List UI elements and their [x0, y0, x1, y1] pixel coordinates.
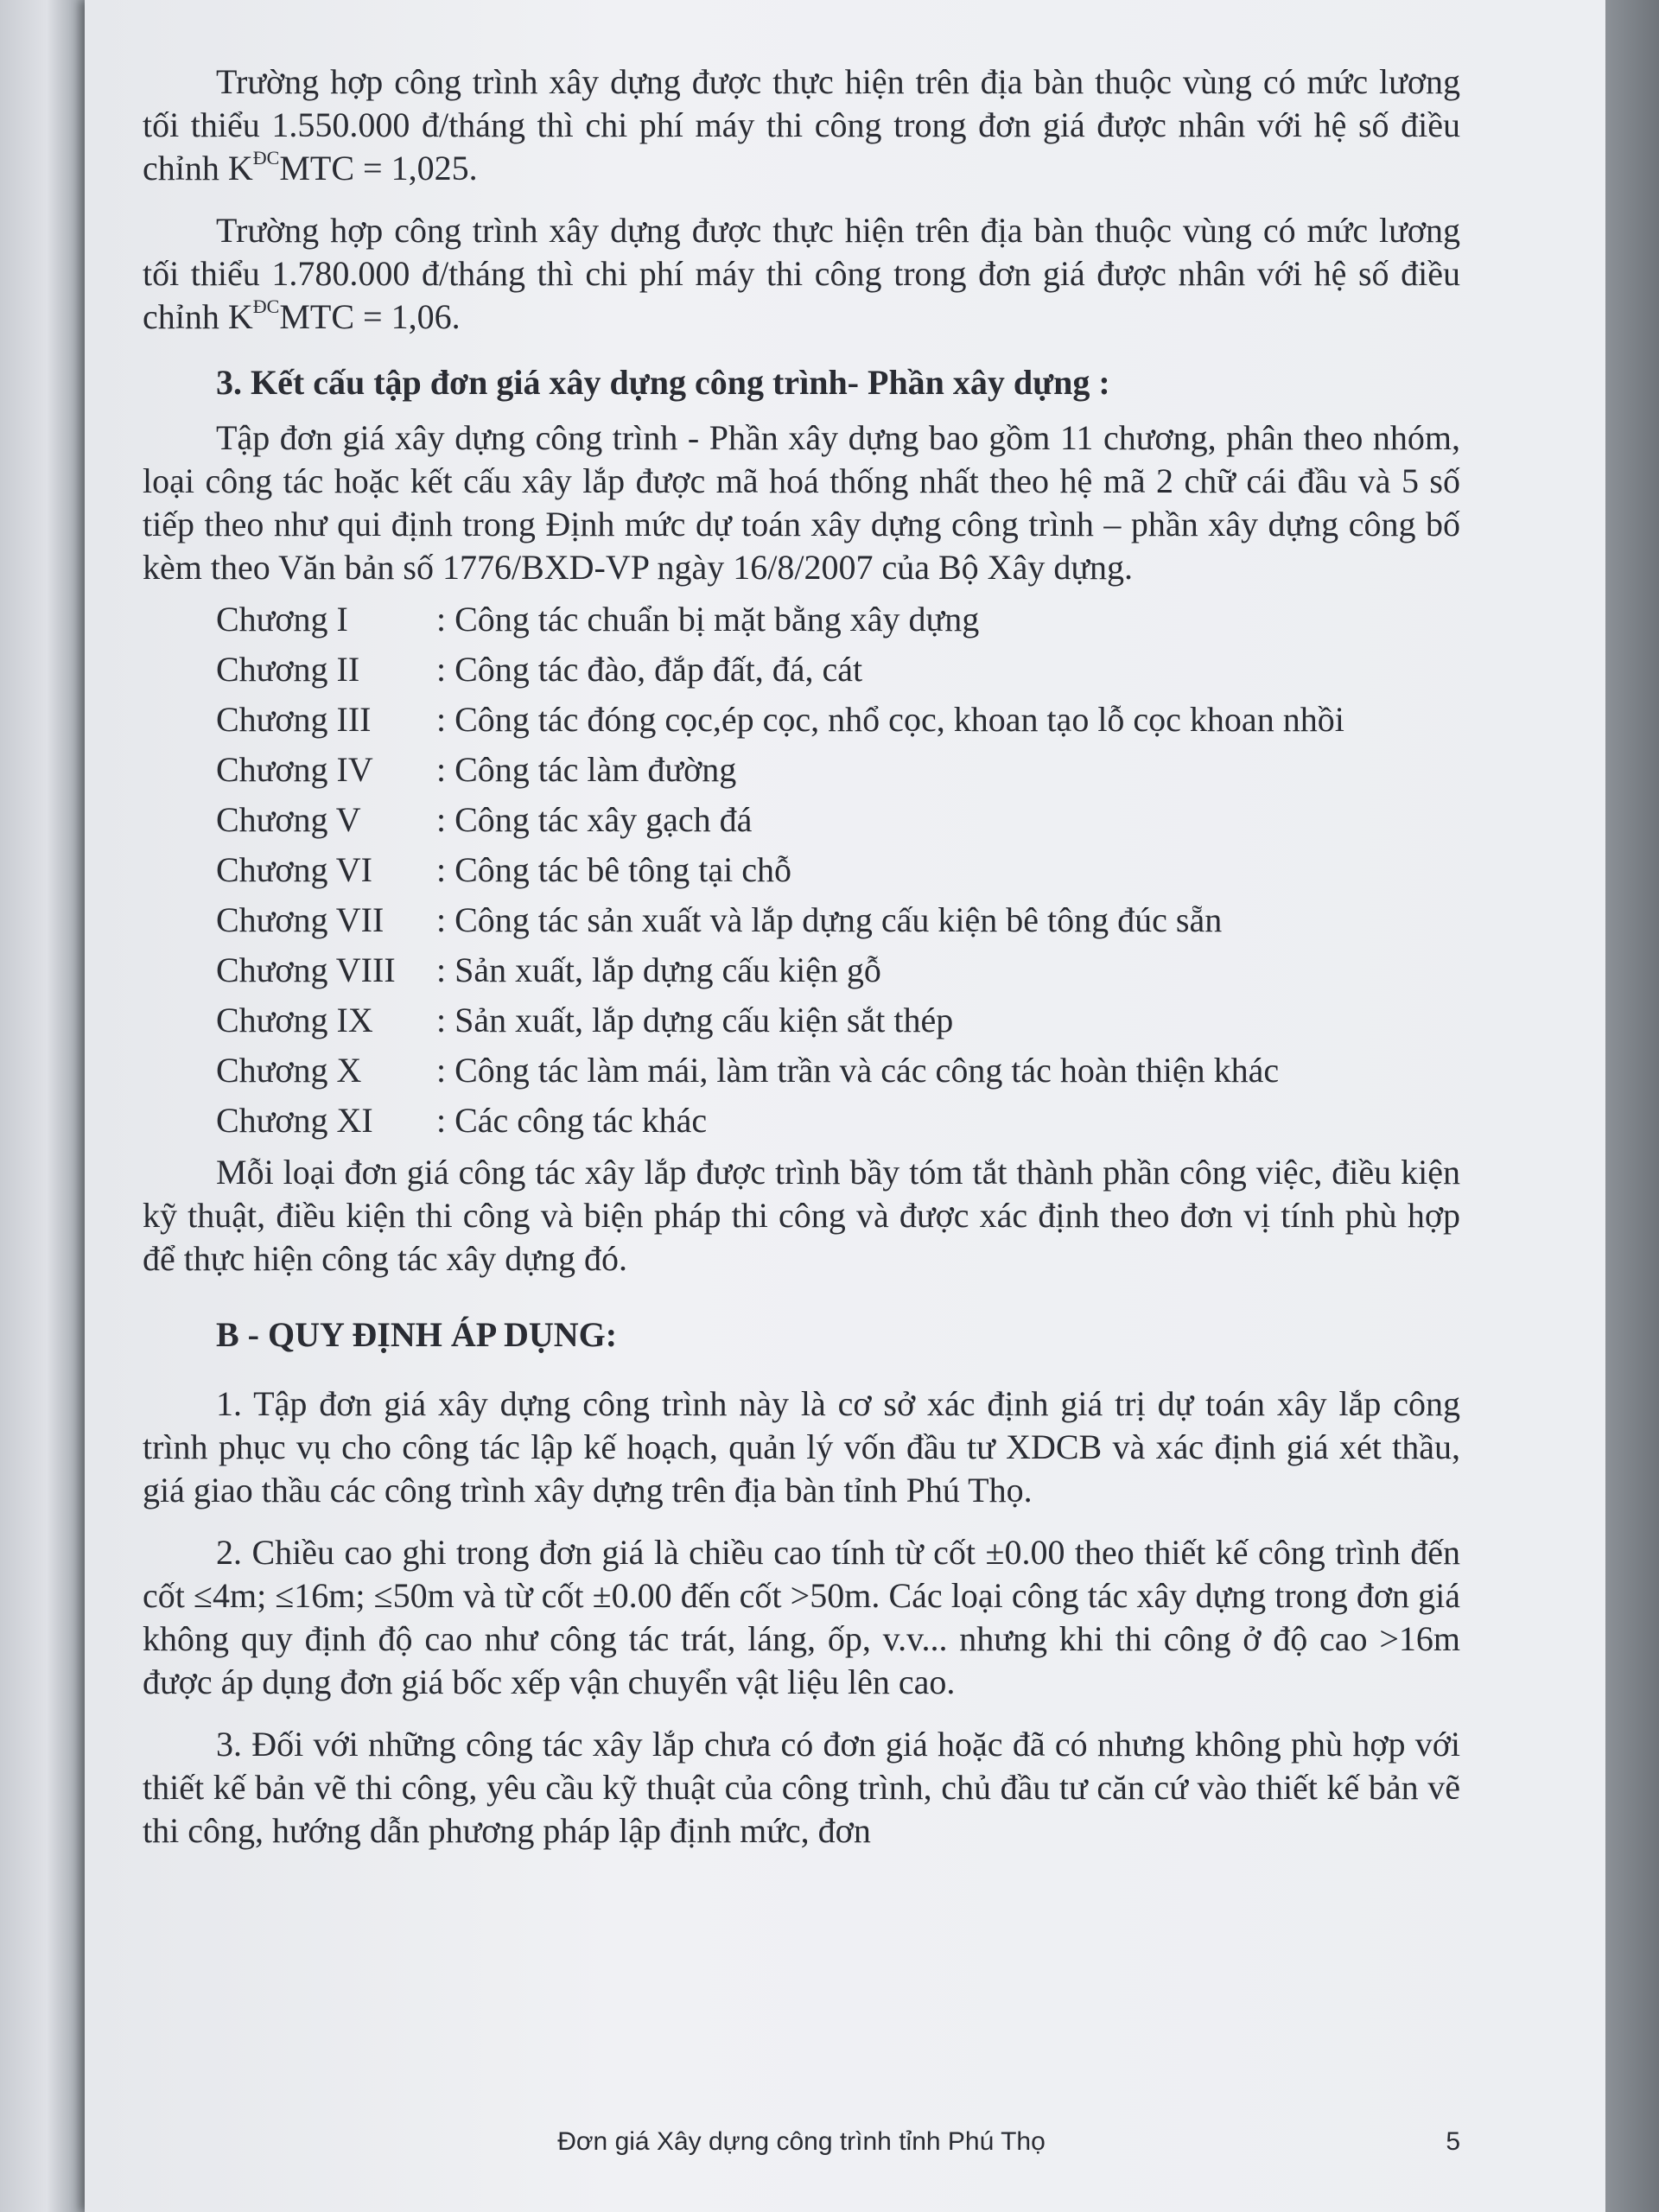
chapter-name: Chương VII [216, 900, 385, 939]
paragraph-text-tail: MTC = 1,06. [279, 297, 461, 336]
chapter-description: : Công tác làm đường [436, 750, 737, 789]
chapter-description: : Công tác đào, đắp đất, đá, cát [436, 650, 863, 689]
chapter-row [143, 598, 1460, 641]
chapter-description: : Sản xuất, lắp dựng cấu kiện sắt thép [436, 1001, 954, 1039]
chapter-list [143, 598, 1460, 1142]
paragraph-text-tail: MTC = 1,025. [279, 149, 478, 188]
chapter-row [143, 698, 1460, 741]
paragraph-text: Trường hợp công trình xây dựng được thực hiện trên địa bàn thuộc vùng có mức lương tối thiểu 1.550.000 đ/tháng thì chi phí máy thi công trong đơn giá được nhân với hệ số điều chỉnh K [143, 62, 1460, 188]
page-footer [143, 2127, 1460, 2162]
chapter-name: Chương XI [216, 1101, 373, 1140]
superscript: ĐC [252, 146, 280, 168]
chapter-description: : Công tác chuẩn bị mặt bằng xây dựng [436, 600, 980, 639]
chapter-description: : Công tác làm mái, làm trần và các công tác hoàn thiện khác [436, 1051, 1280, 1090]
chapter-name: Chương X [216, 1051, 362, 1090]
section-b-heading: B - QUY ĐỊNH ÁP DỤNG: [216, 1315, 618, 1354]
chapter-name: Chương V [216, 800, 361, 839]
chapter-name: Chương IX [216, 1001, 373, 1039]
page-content [143, 60, 1460, 1872]
chapter-row [143, 748, 1460, 791]
chapter-description: : Các công tác khác [436, 1101, 708, 1140]
chapter-row [143, 899, 1460, 942]
chapter-description: : Sản xuất, lắp dựng cấu kiện gỗ [436, 950, 881, 989]
chapter-description: : Công tác sản xuất và lắp dựng cấu kiện bê tông đúc sẵn [436, 900, 1223, 939]
rule-item-3: 3. Đối với những công tác xây lắp chưa có đơn giá hoặc đã có nhưng không phù hợp với thiết kế bản vẽ thi công, yêu cầu kỹ thuật của công trình, chủ đầu tư căn cứ vào thiết kế bản vẽ thi công, hướng dẫn phương pháp lập định mức, đơn [143, 1725, 1460, 1850]
superscript: ĐC [252, 295, 280, 317]
chapter-name: Chương VI [216, 850, 372, 889]
rule-item-2: 2. Chiều cao ghi trong đơn giá là chiều cao tính từ cốt ±0.00 theo thiết kế công trình đến cốt ≤4m; ≤16m; ≤50m và từ cốt ±0.00 đến cốt >50m. Các loại công tác xây dựng trong đơn giá không quy định độ cao như công tác trát, láng, ốp, v.v... nhưng khi thi công ở độ cao >16m được áp dụng đơn giá bốc xếp vận chuyển vật liệu lên cao. [143, 1533, 1460, 1701]
paragraph-text: Trường hợp công trình xây dựng được thực hiện trên địa bàn thuộc vùng có mức lương tối thiểu 1.780.000 đ/tháng thì chi phí máy thi công trong đơn giá được nhân với hệ số điều chỉnh K [143, 211, 1460, 336]
paragraph-wage-1780000 [143, 209, 1460, 339]
chapter-row [143, 999, 1460, 1042]
section-3-intro: Tập đơn giá xây dựng công trình - Phần xây dựng bao gồm 11 chương, phân theo nhóm, loại công tác hoặc kết cấu xây lắp được mã hoá thống nhất theo hệ mã 2 chữ cái đầu và 5 số tiếp theo như qui định trong Định mức dự toán xây dựng công trình – phần xây dựng công bố kèm theo Văn bản số 1776/BXD-VP ngày 16/8/2007 của Bộ Xây dựng. [143, 418, 1460, 587]
chapter-row [143, 849, 1460, 892]
section-3-heading: 3. Kết cấu tập đơn giá xây dựng công trình- Phần xây dựng : [216, 363, 1110, 402]
chapter-row [143, 648, 1460, 691]
chapter-name: Chương VIII [216, 950, 396, 989]
chapter-row [143, 1099, 1460, 1142]
rule-item-1: 1. Tập đơn giá xây dựng công trình này là cơ sở xác định giá trị dự toán xây lắp công trình phục vụ cho công tác lập kế hoạch, quản lý vốn đầu tư XDCB và xác định giá xét thầu, giá giao thầu các công trình xây dựng trên địa bàn tỉnh Phú Thọ. [143, 1384, 1460, 1510]
chapter-description: : Công tác xây gạch đá [436, 800, 753, 839]
chapter-description: : Công tác đóng cọc,ép cọc, nhổ cọc, khoan tạo lỗ cọc khoan nhồi [436, 700, 1344, 739]
page-right-margin-shadow [1605, 0, 1659, 2212]
chapter-row [143, 798, 1460, 842]
chapter-name: Chương III [216, 700, 372, 739]
chapter-row [143, 949, 1460, 992]
chapter-row [143, 1049, 1460, 1092]
chapter-description: : Công tác bê tông tại chỗ [436, 850, 792, 889]
chapter-name: Chương IV [216, 750, 373, 789]
footer-title: Đơn giá Xây dựng công trình tỉnh Phú Thọ [557, 2127, 1046, 2156]
chapter-name: Chương I [216, 600, 348, 639]
page-number: 5 [1446, 2127, 1460, 2156]
previous-page-edge [0, 0, 85, 2212]
chapter-name: Chương II [216, 650, 360, 689]
paragraph-wage-1550000 [143, 60, 1460, 190]
section-3-closing: Mỗi loại đơn giá công tác xây lắp được trình bầy tóm tắt thành phần công việc, điều kiện kỹ thuật, điều kiện thi công và biện pháp thi công và được xác định theo đơn vị tính phù hợp để thực hiện công tác xây dựng đó. [143, 1153, 1460, 1278]
